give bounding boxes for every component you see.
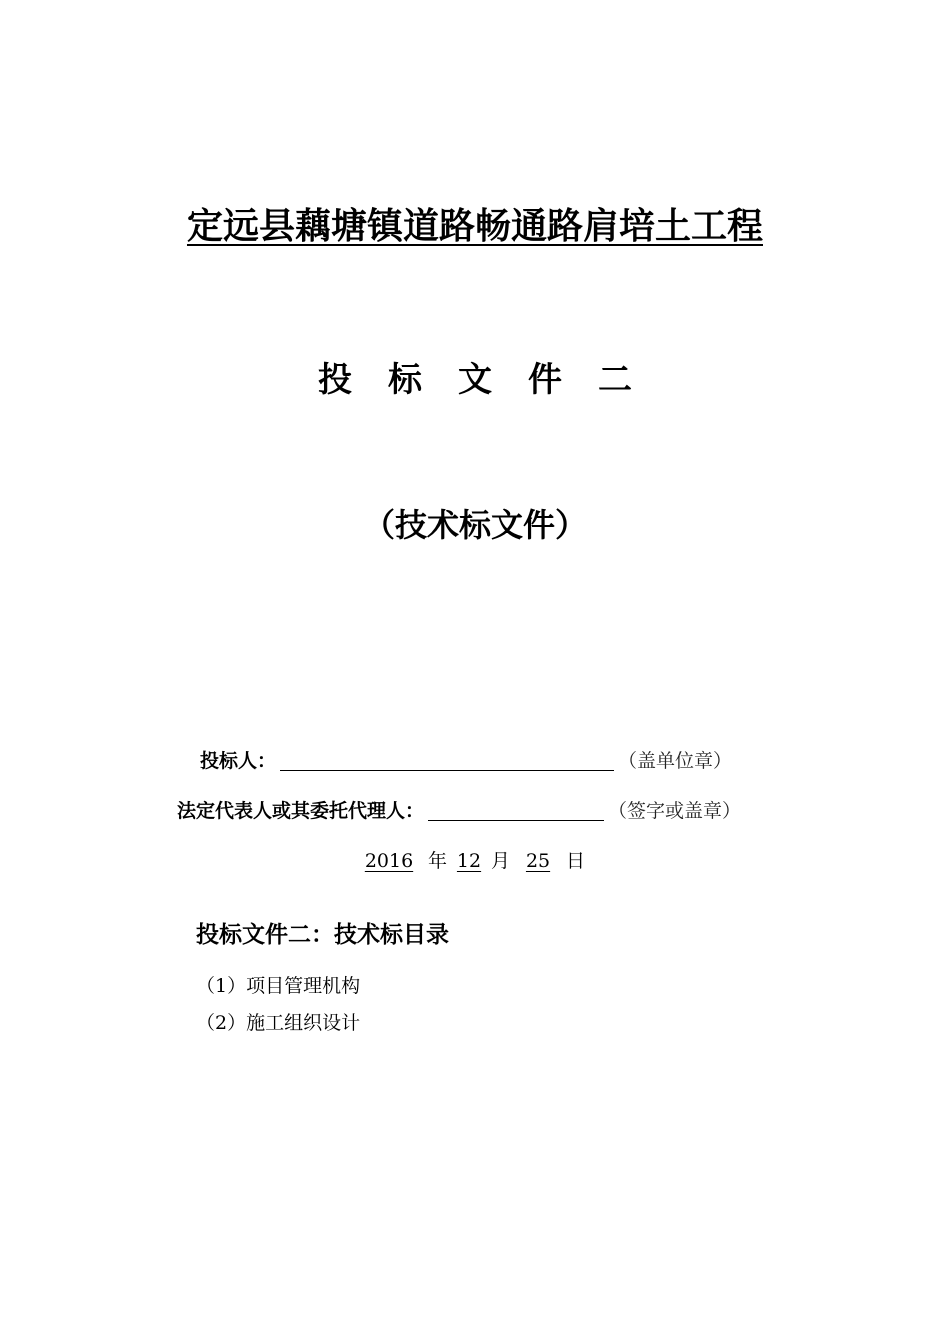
bidder-seal-note: （盖单位章） [618, 750, 733, 772]
doc-title-char: 件 [528, 360, 562, 400]
bidder-label: 投标人： [200, 750, 277, 772]
date-line [350, 846, 585, 873]
date-day: 25 [525, 850, 551, 872]
bidder-signature-row [200, 746, 732, 773]
representative-signature-line [428, 800, 604, 821]
toc-heading: 投标文件二：技术标目录 [196, 922, 449, 948]
date-month-unit: 月 [491, 850, 511, 872]
toc-list [196, 968, 360, 1042]
doc-title-char: 二 [598, 360, 632, 400]
date-year: 2016 [364, 850, 414, 872]
doc-title-char: 投 [318, 360, 352, 400]
toc-item: （1）项目管理机构 [196, 975, 361, 997]
representative-label: 法定代表人或其委托代理人： [177, 800, 425, 822]
project-title: 定远县藕塘镇道路畅通路肩培土工程 [186, 206, 763, 247]
doc-title-char: 标 [388, 360, 422, 400]
representative-sign-note: （签字或盖章） [608, 800, 742, 822]
toc-item: （2）施工组织设计 [196, 1012, 361, 1034]
doc-title-char: 文 [458, 360, 492, 400]
representative-signature-row [177, 796, 741, 823]
document-subtitle: （技术标文件） [362, 506, 587, 544]
date-day-unit: 日 [566, 850, 586, 872]
bidder-signature-line [280, 750, 614, 771]
date-year-unit: 年 [428, 850, 448, 872]
document-title [0, 352, 950, 401]
date-month: 12 [456, 850, 482, 872]
